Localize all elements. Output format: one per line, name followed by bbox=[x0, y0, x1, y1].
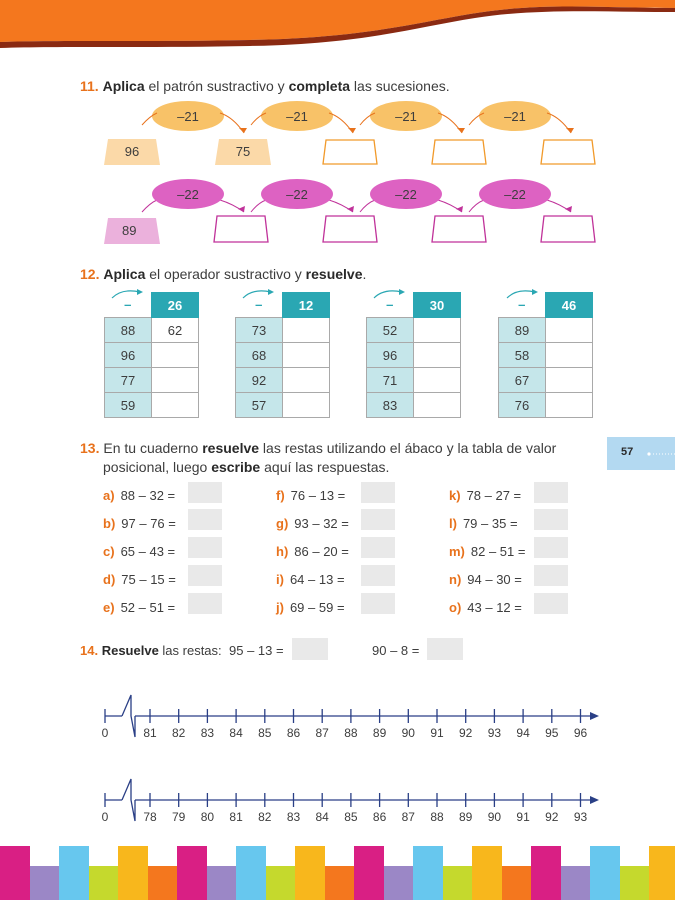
q13-text3: posicional, luego bbox=[103, 459, 212, 475]
exercise-letter: e) bbox=[103, 600, 115, 615]
number-line-label: 85 bbox=[258, 726, 272, 740]
q13-text4: aquí las respuestas. bbox=[260, 459, 390, 475]
stripe bbox=[354, 846, 384, 900]
exercise-letter: d) bbox=[103, 572, 116, 587]
table-input: 92 bbox=[236, 368, 283, 393]
number-line-label: 91 bbox=[516, 810, 530, 824]
q11-number: 11. bbox=[80, 78, 99, 94]
exercise-letter: i) bbox=[276, 572, 284, 587]
exercise-letter: k) bbox=[449, 488, 461, 503]
q13-number: 13. bbox=[80, 440, 100, 456]
number-line-label: 93 bbox=[573, 810, 588, 824]
q13-text1: En tu cuaderno bbox=[103, 440, 203, 456]
exercise-expression: 88 – 32 = bbox=[120, 488, 176, 503]
stripe bbox=[266, 866, 296, 900]
operator-label: –22 bbox=[286, 186, 308, 202]
number-line-label: 86 bbox=[286, 726, 301, 740]
number-line-label: 91 bbox=[430, 726, 444, 740]
exercise-letter: n) bbox=[449, 572, 462, 587]
stripe bbox=[89, 866, 119, 900]
exercise-letter: h) bbox=[276, 544, 289, 559]
number-line-label: 87 bbox=[401, 810, 415, 824]
number-line-label: 78 bbox=[143, 810, 157, 824]
stripe bbox=[561, 866, 591, 900]
number-line-zero: 0 bbox=[101, 810, 109, 824]
exercise-expression: 64 – 13 = bbox=[289, 572, 345, 587]
number-line-label: 81 bbox=[143, 726, 157, 740]
stripe bbox=[472, 846, 502, 900]
q12-verb1: Aplica bbox=[103, 266, 146, 282]
sequence-value: 75 bbox=[235, 144, 251, 159]
stripe bbox=[177, 846, 207, 900]
table-input: 96 bbox=[367, 343, 414, 368]
operator-label: –22 bbox=[504, 186, 526, 202]
operator-label: –21 bbox=[504, 108, 526, 124]
exercise-expression: 43 – 12 = bbox=[467, 600, 522, 615]
operator-label: –22 bbox=[177, 186, 199, 202]
exercise-letter: b) bbox=[103, 516, 116, 531]
table-input: 71 bbox=[367, 368, 414, 393]
operator-label: –21 bbox=[286, 108, 308, 124]
sequence-value: 96 bbox=[124, 144, 140, 159]
number-line-label: 89 bbox=[372, 726, 387, 740]
stripe bbox=[649, 846, 675, 900]
stripe bbox=[620, 866, 650, 900]
number-line-label: 79 bbox=[172, 810, 186, 824]
exercise-expression: 69 – 59 = bbox=[289, 600, 345, 615]
table-input: 89 bbox=[499, 318, 546, 343]
table-input: 83 bbox=[367, 393, 414, 418]
number-line-label: 92 bbox=[545, 810, 559, 824]
sequence-value: 89 bbox=[122, 223, 137, 238]
exercise-expression: 65 – 43 = bbox=[120, 544, 176, 559]
stripe bbox=[531, 846, 561, 900]
q12-text2: . bbox=[362, 266, 367, 282]
number-line-label: 84 bbox=[229, 726, 243, 740]
q11-verb1: Aplica bbox=[102, 78, 145, 94]
stripe bbox=[207, 866, 237, 900]
table-input: 57 bbox=[236, 393, 283, 418]
number-line-label: 88 bbox=[344, 726, 358, 740]
number-line-label: 96 bbox=[573, 726, 588, 740]
q11-text1: el patrón sustractivo y bbox=[144, 78, 289, 94]
table-input: 76 bbox=[499, 393, 546, 418]
q13-text2: las restas utilizando el ábaco y la tabla de valor bbox=[259, 440, 557, 456]
stripe bbox=[590, 846, 620, 900]
exercise-letter: f) bbox=[276, 488, 285, 503]
number-line-label: 81 bbox=[229, 810, 243, 824]
q11-text2: las sucesiones. bbox=[350, 78, 450, 94]
exercise-letter: o) bbox=[449, 600, 462, 615]
table-operator: 12 bbox=[283, 293, 330, 318]
table-operator: 46 bbox=[546, 293, 593, 318]
stripe bbox=[325, 866, 355, 900]
exercise-expression: 93 – 32 = bbox=[294, 516, 349, 531]
minus-sign: – bbox=[255, 297, 263, 313]
exercise-letter: a) bbox=[103, 488, 115, 503]
number-line-label: 94 bbox=[516, 726, 530, 740]
table-input: 67 bbox=[499, 368, 546, 393]
q14-text: las restas: bbox=[158, 643, 222, 658]
operator-label: –22 bbox=[395, 186, 417, 202]
exercise-expression: 97 – 76 = bbox=[121, 516, 176, 531]
stripe bbox=[59, 846, 89, 900]
stripe bbox=[413, 846, 443, 900]
number-line-label: 92 bbox=[459, 726, 473, 740]
q12-text1: el operador sustractivo y bbox=[145, 266, 306, 282]
number-line-label: 87 bbox=[315, 726, 329, 740]
q13-verb1: resuelve bbox=[202, 440, 260, 456]
minus-sign: – bbox=[386, 297, 394, 313]
table-input: 96 bbox=[105, 343, 152, 368]
q14-expression-1: 95 – 13 = bbox=[229, 643, 284, 658]
q14-expression-2: 90 – 8 = bbox=[372, 643, 420, 658]
table-answer[interactable]: 62 bbox=[152, 318, 199, 343]
stripe bbox=[295, 846, 325, 900]
number-line-label: 95 bbox=[545, 726, 559, 740]
exercise-expression: 82 – 51 = bbox=[470, 544, 526, 559]
exercise-expression: 78 – 27 = bbox=[466, 488, 522, 503]
page-number: 57 bbox=[621, 446, 634, 458]
exercise-expression: 75 – 15 = bbox=[121, 572, 176, 587]
exercise-letter: j) bbox=[276, 600, 284, 615]
number-line-label: 80 bbox=[200, 810, 215, 824]
table-input: 88 bbox=[105, 318, 152, 343]
stripe bbox=[118, 846, 148, 900]
stripe bbox=[236, 846, 266, 900]
exercise-letter: g) bbox=[276, 516, 289, 531]
number-line-label: 89 bbox=[459, 810, 473, 824]
table-operator: 30 bbox=[414, 293, 461, 318]
exercise-expression: 79 – 35 = bbox=[462, 516, 518, 531]
number-line-label: 84 bbox=[315, 810, 329, 824]
number-line-label: 83 bbox=[200, 726, 215, 740]
operator-label: –21 bbox=[177, 108, 199, 124]
stripe bbox=[30, 866, 60, 900]
table-input: 77 bbox=[105, 368, 152, 393]
exercise-letter: c) bbox=[103, 544, 115, 559]
number-line-label: 83 bbox=[286, 810, 301, 824]
table-input: 68 bbox=[236, 343, 283, 368]
number-line-zero: 0 bbox=[101, 726, 109, 740]
table-input: 52 bbox=[367, 318, 414, 343]
stripe bbox=[0, 846, 30, 900]
operator-label: –21 bbox=[395, 108, 417, 124]
exercise-expression: 86 – 20 = bbox=[294, 544, 349, 559]
number-line-label: 90 bbox=[487, 810, 502, 824]
q13-verb2: escribe bbox=[211, 459, 261, 475]
number-line-label: 82 bbox=[258, 810, 272, 824]
stripe bbox=[148, 866, 178, 900]
exercise-letter: l) bbox=[449, 516, 457, 531]
minus-sign: – bbox=[518, 297, 526, 313]
exercise-expression: 94 – 30 = bbox=[467, 572, 522, 587]
exercise-letter: m) bbox=[449, 544, 465, 559]
q12-number: 12. bbox=[80, 266, 100, 282]
number-line-label: 82 bbox=[172, 726, 186, 740]
number-line-label: 93 bbox=[487, 726, 502, 740]
table-input: 59 bbox=[105, 393, 152, 418]
number-line-label: 86 bbox=[372, 810, 387, 824]
q11-verb2: completa bbox=[288, 78, 351, 94]
q12-verb2: resuelve bbox=[305, 266, 363, 282]
exercise-expression: 76 – 13 = bbox=[290, 488, 346, 503]
q14-verb: Resuelve bbox=[101, 643, 159, 658]
stripe bbox=[443, 866, 473, 900]
minus-sign: – bbox=[124, 297, 132, 313]
stripe bbox=[384, 866, 414, 900]
table-input: 73 bbox=[236, 318, 283, 343]
number-line-label: 85 bbox=[344, 810, 358, 824]
table-operator: 26 bbox=[152, 293, 199, 318]
q14-number: 14. bbox=[80, 643, 99, 658]
number-line-label: 90 bbox=[401, 726, 415, 740]
table-input: 58 bbox=[499, 343, 546, 368]
number-line-label: 88 bbox=[430, 810, 444, 824]
exercise-expression: 52 – 51 = bbox=[120, 600, 176, 615]
stripe bbox=[502, 866, 532, 900]
